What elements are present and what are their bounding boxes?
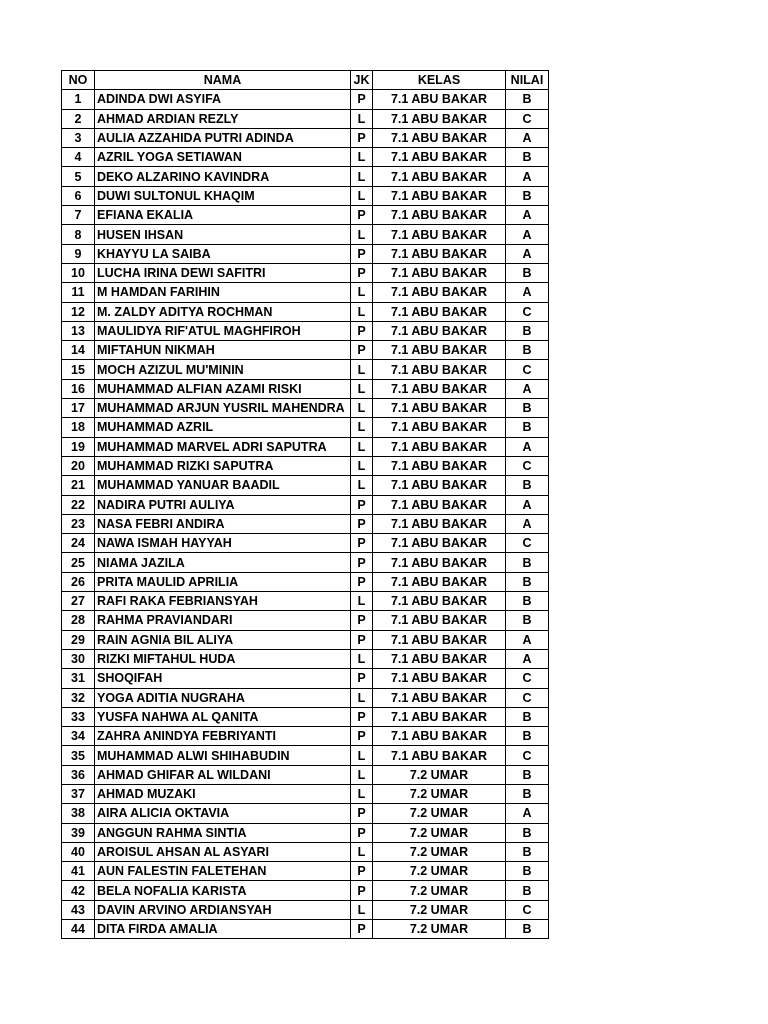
- cell-nilai: B: [506, 823, 549, 842]
- cell-no: 16: [62, 379, 95, 398]
- table-row: [62, 495, 549, 514]
- cell-no: 37: [62, 784, 95, 803]
- cell-jk: P: [351, 534, 373, 553]
- cell-nilai: B: [506, 842, 549, 861]
- cell-nilai: A: [506, 514, 549, 533]
- cell-jk: P: [351, 244, 373, 263]
- header-kelas: KELAS: [373, 71, 506, 90]
- table-row: [62, 399, 549, 418]
- cell-nilai: C: [506, 669, 549, 688]
- cell-kelas: 7.1 ABU BAKAR: [373, 495, 506, 514]
- cell-kelas: 7.1 ABU BAKAR: [373, 283, 506, 302]
- cell-no: 40: [62, 842, 95, 861]
- cell-nama: NIAMA JAZILA: [95, 553, 351, 572]
- cell-nama: DAVIN ARVINO ARDIANSYAH: [95, 900, 351, 919]
- cell-no: 1: [62, 90, 95, 109]
- cell-nilai: A: [506, 244, 549, 263]
- cell-jk: P: [351, 206, 373, 225]
- cell-nilai: B: [506, 765, 549, 784]
- cell-nilai: C: [506, 109, 549, 128]
- cell-kelas: 7.1 ABU BAKAR: [373, 263, 506, 282]
- cell-jk: L: [351, 746, 373, 765]
- cell-nama: MUHAMMAD ARJUN YUSRIL MAHENDRA: [95, 399, 351, 418]
- cell-kelas: 7.2 UMAR: [373, 765, 506, 784]
- cell-jk: P: [351, 707, 373, 726]
- cell-no: 8: [62, 225, 95, 244]
- table-row: [62, 727, 549, 746]
- cell-no: 33: [62, 707, 95, 726]
- cell-no: 9: [62, 244, 95, 263]
- cell-no: 28: [62, 611, 95, 630]
- cell-no: 34: [62, 727, 95, 746]
- cell-kelas: 7.1 ABU BAKAR: [373, 90, 506, 109]
- cell-nama: AULIA AZZAHIDA PUTRI ADINDA: [95, 128, 351, 147]
- cell-no: 41: [62, 862, 95, 881]
- cell-kelas: 7.2 UMAR: [373, 842, 506, 861]
- cell-nilai: B: [506, 263, 549, 282]
- cell-nilai: A: [506, 804, 549, 823]
- cell-kelas: 7.1 ABU BAKAR: [373, 379, 506, 398]
- table-row: [62, 321, 549, 340]
- cell-nilai: B: [506, 881, 549, 900]
- cell-nilai: C: [506, 302, 549, 321]
- cell-no: 23: [62, 514, 95, 533]
- table-row: [62, 649, 549, 668]
- cell-nilai: C: [506, 900, 549, 919]
- table-row: [62, 611, 549, 630]
- cell-nilai: A: [506, 206, 549, 225]
- cell-jk: P: [351, 514, 373, 533]
- cell-nama: KHAYYU LA SAIBA: [95, 244, 351, 263]
- cell-jk: P: [351, 823, 373, 842]
- cell-jk: P: [351, 611, 373, 630]
- cell-no: 27: [62, 592, 95, 611]
- cell-nama: LUCHA IRINA DEWI SAFITRI: [95, 263, 351, 282]
- table-row: [62, 804, 549, 823]
- cell-nama: DUWI SULTONUL KHAQIM: [95, 186, 351, 205]
- table-row: [62, 746, 549, 765]
- table-row: [62, 900, 549, 919]
- cell-nilai: B: [506, 727, 549, 746]
- table-row: [62, 920, 549, 939]
- table-row: [62, 109, 549, 128]
- cell-nilai: B: [506, 920, 549, 939]
- cell-nilai: B: [506, 341, 549, 360]
- cell-kelas: 7.1 ABU BAKAR: [373, 148, 506, 167]
- cell-no: 44: [62, 920, 95, 939]
- table-row: [62, 784, 549, 803]
- cell-nilai: B: [506, 572, 549, 591]
- cell-nama: AUN FALESTIN FALETEHAN: [95, 862, 351, 881]
- cell-kelas: 7.2 UMAR: [373, 823, 506, 842]
- cell-nama: MUHAMMAD ALFIAN AZAMI RISKI: [95, 379, 351, 398]
- cell-nilai: A: [506, 437, 549, 456]
- table-row: [62, 630, 549, 649]
- cell-jk: L: [351, 437, 373, 456]
- table-row: [62, 669, 549, 688]
- cell-kelas: 7.1 ABU BAKAR: [373, 109, 506, 128]
- cell-jk: P: [351, 920, 373, 939]
- table-row: [62, 823, 549, 842]
- cell-jk: P: [351, 727, 373, 746]
- cell-kelas: 7.1 ABU BAKAR: [373, 476, 506, 495]
- cell-nama: PRITA MAULID APRILIA: [95, 572, 351, 591]
- cell-nilai: A: [506, 167, 549, 186]
- cell-nilai: C: [506, 360, 549, 379]
- cell-nama: YOGA ADITIA NUGRAHA: [95, 688, 351, 707]
- table-row: [62, 263, 549, 282]
- cell-jk: P: [351, 263, 373, 282]
- cell-jk: P: [351, 90, 373, 109]
- cell-nama: AHMAD GHIFAR AL WILDANI: [95, 765, 351, 784]
- table-row: [62, 688, 549, 707]
- table-row: [62, 592, 549, 611]
- cell-kelas: 7.1 ABU BAKAR: [373, 206, 506, 225]
- cell-jk: L: [351, 379, 373, 398]
- cell-no: 17: [62, 399, 95, 418]
- cell-no: 25: [62, 553, 95, 572]
- cell-kelas: 7.1 ABU BAKAR: [373, 399, 506, 418]
- cell-kelas: 7.1 ABU BAKAR: [373, 360, 506, 379]
- cell-nama: RAIN AGNIA BIL ALIYA: [95, 630, 351, 649]
- header-row: [62, 71, 549, 90]
- cell-nama: RAFI RAKA FEBRIANSYAH: [95, 592, 351, 611]
- cell-nilai: A: [506, 649, 549, 668]
- table-row: [62, 148, 549, 167]
- cell-jk: L: [351, 109, 373, 128]
- cell-kelas: 7.1 ABU BAKAR: [373, 321, 506, 340]
- cell-kelas: 7.1 ABU BAKAR: [373, 456, 506, 475]
- cell-no: 13: [62, 321, 95, 340]
- cell-no: 11: [62, 283, 95, 302]
- cell-jk: L: [351, 283, 373, 302]
- cell-kelas: 7.1 ABU BAKAR: [373, 534, 506, 553]
- cell-kelas: 7.1 ABU BAKAR: [373, 572, 506, 591]
- cell-jk: L: [351, 688, 373, 707]
- cell-kelas: 7.1 ABU BAKAR: [373, 553, 506, 572]
- student-grade-sheet: [61, 70, 549, 939]
- cell-nama: ANGGUN RAHMA SINTIA: [95, 823, 351, 842]
- header-nama: NAMA: [95, 71, 351, 90]
- cell-nama: MOCH AZIZUL MU'MININ: [95, 360, 351, 379]
- table-row: [62, 765, 549, 784]
- table-row: [62, 534, 549, 553]
- cell-nama: RIZKI MIFTAHUL HUDA: [95, 649, 351, 668]
- cell-no: 2: [62, 109, 95, 128]
- cell-nilai: A: [506, 283, 549, 302]
- cell-nama: MUHAMMAD AZRIL: [95, 418, 351, 437]
- table-row: [62, 90, 549, 109]
- cell-nama: BELA NOFALIA KARISTA: [95, 881, 351, 900]
- cell-kelas: 7.2 UMAR: [373, 784, 506, 803]
- cell-no: 7: [62, 206, 95, 225]
- table-row: [62, 881, 549, 900]
- cell-kelas: 7.1 ABU BAKAR: [373, 128, 506, 147]
- table-row: [62, 186, 549, 205]
- table-row: [62, 553, 549, 572]
- cell-kelas: 7.1 ABU BAKAR: [373, 514, 506, 533]
- cell-kelas: 7.1 ABU BAKAR: [373, 630, 506, 649]
- cell-jk: L: [351, 360, 373, 379]
- cell-nama: MUHAMMAD YANUAR BAADIL: [95, 476, 351, 495]
- table-row: [62, 206, 549, 225]
- table-row: [62, 341, 549, 360]
- cell-no: 18: [62, 418, 95, 437]
- cell-no: 35: [62, 746, 95, 765]
- cell-nilai: B: [506, 186, 549, 205]
- cell-jk: P: [351, 495, 373, 514]
- table-row: [62, 360, 549, 379]
- table-row: [62, 283, 549, 302]
- cell-kelas: 7.1 ABU BAKAR: [373, 437, 506, 456]
- cell-jk: L: [351, 148, 373, 167]
- cell-no: 22: [62, 495, 95, 514]
- cell-no: 39: [62, 823, 95, 842]
- cell-kelas: 7.1 ABU BAKAR: [373, 592, 506, 611]
- cell-jk: P: [351, 128, 373, 147]
- cell-no: 5: [62, 167, 95, 186]
- cell-nama: DITA FIRDA AMALIA: [95, 920, 351, 939]
- cell-kelas: 7.2 UMAR: [373, 804, 506, 823]
- cell-nilai: B: [506, 611, 549, 630]
- cell-jk: L: [351, 186, 373, 205]
- cell-nilai: B: [506, 592, 549, 611]
- table-row: [62, 862, 549, 881]
- cell-no: 20: [62, 456, 95, 475]
- cell-nilai: B: [506, 148, 549, 167]
- cell-kelas: 7.1 ABU BAKAR: [373, 746, 506, 765]
- cell-no: 30: [62, 649, 95, 668]
- cell-no: 36: [62, 765, 95, 784]
- cell-nilai: B: [506, 418, 549, 437]
- cell-no: 21: [62, 476, 95, 495]
- cell-nama: AIRA ALICIA OKTAVIA: [95, 804, 351, 823]
- table-row: [62, 418, 549, 437]
- cell-jk: P: [351, 669, 373, 688]
- cell-nilai: B: [506, 862, 549, 881]
- cell-nilai: C: [506, 688, 549, 707]
- cell-jk: L: [351, 592, 373, 611]
- cell-nama: M. ZALDY ADITYA ROCHMAN: [95, 302, 351, 321]
- cell-kelas: 7.1 ABU BAKAR: [373, 649, 506, 668]
- cell-nilai: B: [506, 90, 549, 109]
- cell-jk: L: [351, 842, 373, 861]
- cell-kelas: 7.2 UMAR: [373, 881, 506, 900]
- cell-nama: AHMAD ARDIAN REZLY: [95, 109, 351, 128]
- table-row: [62, 225, 549, 244]
- cell-nama: EFIANA EKALIA: [95, 206, 351, 225]
- cell-nama: AROISUL AHSAN AL ASYARI: [95, 842, 351, 861]
- table-row: [62, 302, 549, 321]
- cell-jk: L: [351, 900, 373, 919]
- cell-no: 24: [62, 534, 95, 553]
- cell-kelas: 7.2 UMAR: [373, 900, 506, 919]
- cell-nama: YUSFA NAHWA AL QANITA: [95, 707, 351, 726]
- cell-kelas: 7.1 ABU BAKAR: [373, 669, 506, 688]
- cell-no: 38: [62, 804, 95, 823]
- cell-nama: M HAMDAN FARIHIN: [95, 283, 351, 302]
- cell-nama: ADINDA DWI ASYIFA: [95, 90, 351, 109]
- header-no: NO: [62, 71, 95, 90]
- cell-nilai: A: [506, 495, 549, 514]
- cell-nilai: B: [506, 321, 549, 340]
- cell-kelas: 7.1 ABU BAKAR: [373, 225, 506, 244]
- cell-no: 14: [62, 341, 95, 360]
- cell-nama: MAULIDYA RIF'ATUL MAGHFIROH: [95, 321, 351, 340]
- cell-nilai: A: [506, 379, 549, 398]
- table-row: [62, 514, 549, 533]
- cell-nama: ZAHRA ANINDYA FEBRIYANTI: [95, 727, 351, 746]
- cell-no: 31: [62, 669, 95, 688]
- cell-kelas: 7.1 ABU BAKAR: [373, 707, 506, 726]
- cell-kelas: 7.1 ABU BAKAR: [373, 302, 506, 321]
- table-row: [62, 244, 549, 263]
- student-table: [61, 70, 549, 939]
- cell-jk: L: [351, 302, 373, 321]
- cell-jk: L: [351, 456, 373, 475]
- table-row: [62, 167, 549, 186]
- cell-jk: P: [351, 572, 373, 591]
- cell-kelas: 7.1 ABU BAKAR: [373, 611, 506, 630]
- header-nilai: NILAI: [506, 71, 549, 90]
- cell-no: 15: [62, 360, 95, 379]
- cell-kelas: 7.1 ABU BAKAR: [373, 727, 506, 746]
- cell-nilai: C: [506, 456, 549, 475]
- cell-kelas: 7.1 ABU BAKAR: [373, 167, 506, 186]
- cell-nilai: A: [506, 630, 549, 649]
- cell-kelas: 7.1 ABU BAKAR: [373, 688, 506, 707]
- cell-no: 4: [62, 148, 95, 167]
- cell-nama: AZRIL YOGA SETIAWAN: [95, 148, 351, 167]
- cell-nama: AHMAD MUZAKI: [95, 784, 351, 803]
- cell-nama: NADIRA PUTRI AULIYA: [95, 495, 351, 514]
- cell-jk: P: [351, 804, 373, 823]
- cell-nama: DEKO ALZARINO KAVINDRA: [95, 167, 351, 186]
- cell-no: 12: [62, 302, 95, 321]
- cell-jk: P: [351, 553, 373, 572]
- cell-nama: NAWA ISMAH HAYYAH: [95, 534, 351, 553]
- cell-nilai: C: [506, 534, 549, 553]
- cell-nilai: B: [506, 399, 549, 418]
- cell-nilai: A: [506, 128, 549, 147]
- cell-kelas: 7.2 UMAR: [373, 862, 506, 881]
- table-row: [62, 572, 549, 591]
- cell-no: 10: [62, 263, 95, 282]
- table-row: [62, 476, 549, 495]
- cell-nama: NASA FEBRI ANDIRA: [95, 514, 351, 533]
- cell-jk: L: [351, 167, 373, 186]
- cell-kelas: 7.1 ABU BAKAR: [373, 186, 506, 205]
- cell-kelas: 7.1 ABU BAKAR: [373, 244, 506, 263]
- cell-no: 26: [62, 572, 95, 591]
- cell-no: 42: [62, 881, 95, 900]
- cell-no: 6: [62, 186, 95, 205]
- header-jk: JK: [351, 71, 373, 90]
- cell-no: 43: [62, 900, 95, 919]
- table-row: [62, 707, 549, 726]
- cell-no: 3: [62, 128, 95, 147]
- cell-jk: P: [351, 341, 373, 360]
- cell-kelas: 7.1 ABU BAKAR: [373, 418, 506, 437]
- cell-jk: P: [351, 881, 373, 900]
- cell-nama: HUSEN IHSAN: [95, 225, 351, 244]
- table-row: [62, 842, 549, 861]
- cell-nilai: A: [506, 225, 549, 244]
- cell-nilai: B: [506, 784, 549, 803]
- cell-nilai: B: [506, 476, 549, 495]
- cell-jk: P: [351, 321, 373, 340]
- cell-jk: L: [351, 784, 373, 803]
- cell-no: 29: [62, 630, 95, 649]
- cell-jk: P: [351, 630, 373, 649]
- cell-kelas: 7.2 UMAR: [373, 920, 506, 939]
- table-row: [62, 128, 549, 147]
- cell-nama: SHOQIFAH: [95, 669, 351, 688]
- cell-jk: P: [351, 862, 373, 881]
- cell-jk: L: [351, 399, 373, 418]
- cell-no: 32: [62, 688, 95, 707]
- table-row: [62, 437, 549, 456]
- cell-nilai: C: [506, 746, 549, 765]
- table-row: [62, 379, 549, 398]
- cell-nama: MUHAMMAD RIZKI SAPUTRA: [95, 456, 351, 475]
- cell-jk: L: [351, 418, 373, 437]
- cell-jk: L: [351, 476, 373, 495]
- cell-kelas: 7.1 ABU BAKAR: [373, 341, 506, 360]
- table-row: [62, 456, 549, 475]
- cell-jk: L: [351, 225, 373, 244]
- cell-nilai: B: [506, 707, 549, 726]
- cell-no: 19: [62, 437, 95, 456]
- cell-nama: MUHAMMAD ALWI SHIHABUDIN: [95, 746, 351, 765]
- cell-nama: RAHMA PRAVIANDARI: [95, 611, 351, 630]
- cell-jk: L: [351, 649, 373, 668]
- cell-jk: L: [351, 765, 373, 784]
- cell-nama: MIFTAHUN NIKMAH: [95, 341, 351, 360]
- cell-nama: MUHAMMAD MARVEL ADRI SAPUTRA: [95, 437, 351, 456]
- cell-nilai: B: [506, 553, 549, 572]
- table-body: [62, 90, 549, 939]
